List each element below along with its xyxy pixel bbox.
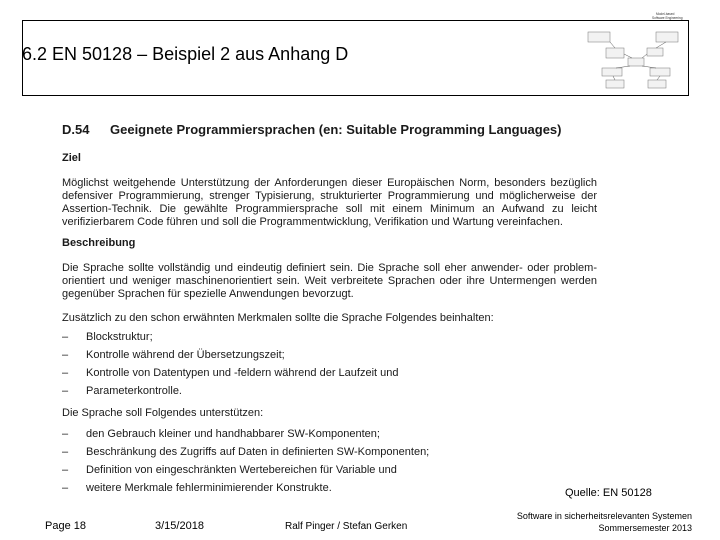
footer-course — [517, 510, 692, 534]
thumb-box — [602, 68, 622, 76]
list-item: – Parameterkontrolle. — [62, 385, 182, 397]
slide-title: 6.2 EN 50128 – Beispiel 2 aus Anhang D — [22, 44, 349, 64]
ziel-text: Möglichst weitgehende Unterstützung der Anforderungen dieser Europäischen Norm, besonders bezüglich defensiver Programmierung, strenger Typisierung, strukturierter Programmierung und möglicherweise der Assertion-Technik. Die gewählte Programmiersprache soll mit einem Minimum an Aufwand zu leicht verifizierbarem Code führen und soll die Programmentwicklung, Verifikation und Wartung vereinfachen. — [62, 177, 597, 228]
thumb-box — [647, 48, 663, 56]
thumb-box — [606, 80, 624, 88]
thumb-box — [606, 48, 624, 58]
source-note: Quelle: EN 50128 — [565, 487, 652, 499]
thumb-header-line2: Software Engineering — [652, 16, 683, 20]
list-item: – Definition von eingeschränkten Wertebereichen für Variable und — [62, 464, 397, 476]
footer-date: 3/15/2018 — [155, 520, 204, 532]
thumb-box — [650, 68, 670, 76]
footer-term: Sommersemester 2013 — [598, 523, 692, 533]
beschreibung-label: Beschreibung — [62, 237, 136, 249]
merkmale-intro: Zusätzlich zu den schon erwähnten Merkmalen sollte die Sprache Folgendes beinhalten: — [62, 312, 494, 324]
thumb-box — [628, 58, 644, 66]
footer-course-name: Software in sicherheitsrelevanten Systemen — [516, 511, 692, 521]
ziel-label: Ziel — [62, 152, 81, 164]
list-item: – Kontrolle während der Übersetzungszeit; — [62, 349, 285, 361]
thumb-box — [656, 32, 678, 42]
list-item: – den Gebrauch kleiner und handhabbarer SW-Komponenten; — [62, 428, 380, 440]
doc-heading — [62, 123, 562, 136]
list-item: – Beschränkung des Zugriffs auf Daten in definierten SW-Komponenten; — [62, 446, 430, 458]
list-item: – Kontrolle von Datentypen und -feldern während der Laufzeit und — [62, 367, 399, 379]
beschreibung-text: Die Sprache sollte vollständig und eindeutig definiert sein. Die Sprache soll eher anwender- oder problem-orientiert und weniger maschinenorientiert sein. Weit verbreitete Sprachen oder ihre Untermengen werden gegenüber Sprachen für spezielle Anwendungen bevorzugt. — [62, 262, 597, 300]
section-number: D.54 — [62, 122, 90, 137]
section-title: Geeignete Programmiersprachen (en: Suitable Programming Languages) — [110, 122, 562, 137]
thumb-box — [588, 32, 610, 42]
footer-authors: Ralf Pinger / Stefan Gerken — [285, 521, 408, 532]
thumb-header-line1: Model-based — [656, 12, 675, 16]
list-item: – Blockstruktur; — [62, 331, 153, 343]
process-diagram-thumbnail — [582, 8, 692, 92]
list-item: – weitere Merkmale fehlerminimierender Konstrukte. — [62, 482, 332, 494]
thumb-box — [648, 80, 666, 88]
support-intro: Die Sprache soll Folgendes unterstützen: — [62, 407, 264, 419]
footer-page: Page 18 — [45, 520, 86, 532]
diagram-svg — [582, 8, 692, 92]
